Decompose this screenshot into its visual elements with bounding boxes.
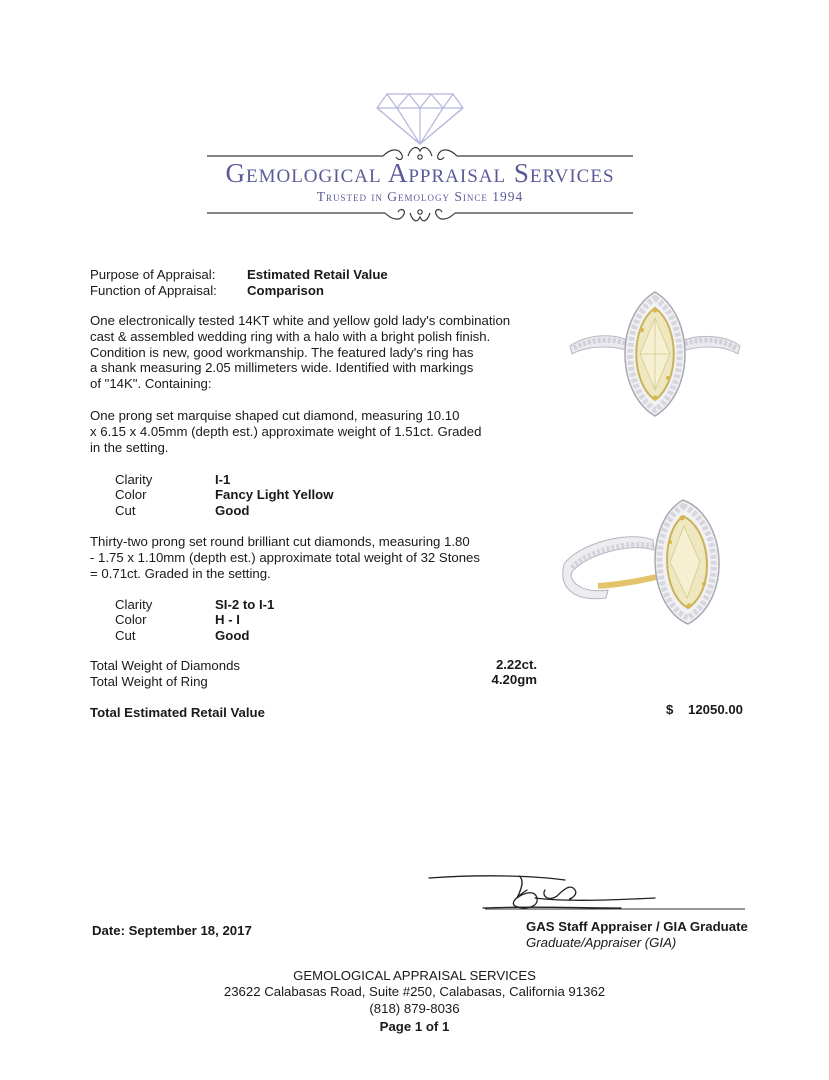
appraiser-subtitle: Graduate/Appraiser (GIA) — [526, 935, 677, 950]
purpose-label: Purpose of Appraisal: — [90, 267, 216, 282]
function-value: Comparison — [247, 283, 324, 298]
company-tagline: Trusted in Gemology Since 1994 — [316, 189, 524, 204]
grade-label: Clarity — [115, 597, 153, 612]
description-line: a shank measuring 2.05 millimeters wide. Identified with markings — [90, 360, 474, 376]
appraiser-title: GAS Staff Appraiser / GIA Graduate — [526, 919, 748, 934]
grade-label: Color — [115, 612, 147, 627]
footer-page-number: Page 1 of 1 — [379, 1019, 450, 1034]
total-retail-value: 12050.00 — [687, 702, 743, 717]
footer-phone: (818) 879-8036 — [369, 1001, 460, 1016]
center-stone-line: One prong set marquise shaped cut diamond, measuring 10.10 — [90, 408, 460, 423]
grade-value: Fancy Light Yellow — [215, 487, 334, 502]
description-line: Condition is new, good workmanship. The featured lady's ring has — [90, 344, 474, 360]
purpose-value: Estimated Retail Value — [247, 267, 388, 282]
currency-symbol: $ — [666, 702, 674, 717]
grade-value: SI-2 to I-1 — [215, 597, 275, 612]
appraiser-signature — [425, 868, 755, 918]
center-stone-line: in the setting. — [90, 439, 169, 455]
total-ring-label: Total Weight of Ring — [90, 674, 208, 689]
footer-address: 23622 Calabasas Road, Suite #250, Calabasas, California 91362 — [223, 984, 606, 999]
company-name-heading: Gemological Appraisal Services — [225, 158, 615, 188]
description-line: cast & assembled wedding ring with a halo with a bright polish finish. — [90, 328, 491, 344]
grade-value: Good — [215, 503, 250, 518]
description-line: of "14K". Containing: — [90, 376, 212, 392]
description-line: One electronically tested 14KT white and yellow gold lady's combination — [90, 313, 511, 328]
total-ring-value: 4.20gm — [491, 672, 537, 687]
grade-label: Color — [115, 487, 147, 502]
center-stone-line: x 6.15 x 4.05mm (depth est.) approximate weight of 1.51ct. Graded — [90, 423, 482, 439]
total-diamonds-label: Total Weight of Diamonds — [90, 658, 241, 673]
footer-company: GEMOLOGICAL APPRAISAL SERVICES — [293, 968, 536, 983]
total-retail-label: Total Estimated Retail Value — [90, 705, 265, 720]
diamond-logo-icon — [375, 90, 465, 146]
side-stones-line: - 1.75 x 1.10mm (depth est.) approximate total weight of 32 Stones — [90, 549, 480, 565]
total-diamonds-value: 2.22ct. — [495, 657, 537, 672]
ring-front-photo — [560, 288, 745, 428]
side-stones-description — [90, 534, 480, 581]
side-stones-line: Thirty-two prong set round brilliant cut diamonds, measuring 1.80 — [90, 534, 470, 549]
grade-label: Cut — [115, 628, 136, 643]
grade-value: Good — [215, 628, 250, 643]
grade-label: Cut — [115, 503, 136, 518]
grade-value: H - I — [215, 612, 240, 627]
ring-description — [90, 313, 510, 392]
center-stone-description — [90, 408, 481, 455]
ring-side-photo — [558, 494, 743, 634]
grade-value: I-1 — [215, 472, 231, 487]
appraisal-date: Date: September 18, 2017 — [92, 923, 252, 938]
bottom-ornament-rule — [205, 203, 635, 225]
function-label: Function of Appraisal: — [90, 283, 217, 298]
side-stones-line: = 0.71ct. Graded in the setting. — [90, 565, 271, 581]
grade-label: Clarity — [115, 472, 153, 487]
